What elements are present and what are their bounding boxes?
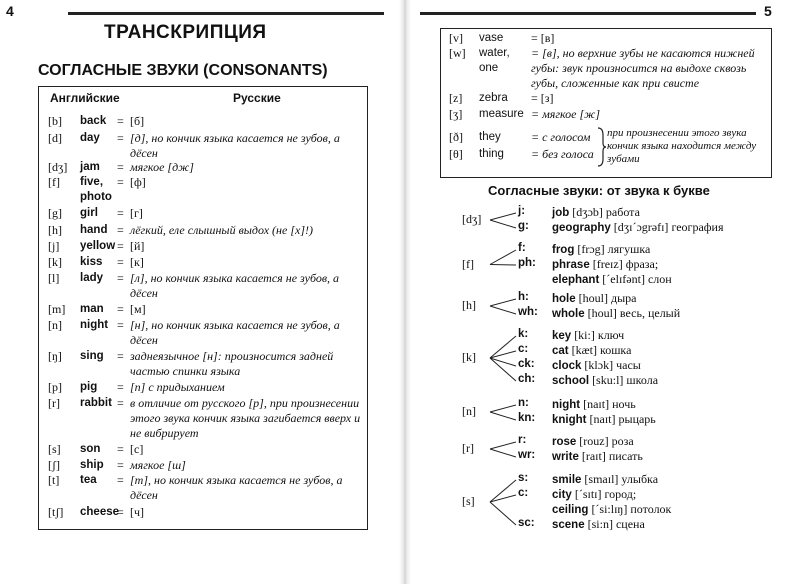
phonetic-symbol: [p]: [48, 380, 62, 394]
example-entry: [552, 242, 650, 257]
example-word: phrase: [552, 259, 590, 271]
letter-combination: kn:: [518, 412, 536, 424]
connector-line: [490, 306, 516, 314]
phonetic-symbol: [ʒ]: [449, 107, 463, 121]
russian-equivalent: [м]: [130, 302, 146, 316]
connector-lines: [490, 328, 518, 388]
description: = [в], но верхние зубы не касаются нижней губы: звук произносится на выдохе сквозь губы, сложенные как при свисте: [531, 46, 755, 90]
equals-sign: =: [117, 318, 124, 332]
russian-equivalent: [л], но кончик языка касается не зубов, а дёсен: [130, 271, 340, 300]
russian-equivalent: мягкое [дж]: [130, 160, 194, 174]
transcription: [houl]: [578, 291, 608, 305]
russian-equivalent: [н], но кончик языка касается не зубов, а дёсен: [130, 318, 340, 347]
example-word: thing: [479, 148, 504, 160]
letter-combination: wr:: [518, 449, 536, 461]
phonetic-symbol: [l]: [48, 271, 60, 285]
connector-lines: [490, 472, 518, 532]
transcription: [dʒɪ´ɔgrəfɪ]: [613, 220, 669, 234]
phonetic-symbol: [θ]: [449, 147, 463, 161]
translation: ночь: [612, 397, 636, 411]
sound-group: [410, 397, 800, 427]
consonants-table-continued: [440, 28, 772, 178]
example-word: city: [552, 489, 572, 501]
sound-group: [410, 328, 800, 388]
phonetic-symbol: [n]: [48, 318, 62, 332]
phonetic-symbol: [tʃ]: [48, 505, 64, 519]
transcription: [freɪz]: [592, 257, 623, 271]
table-row: [441, 91, 771, 106]
phonetic-symbol: [t]: [48, 473, 60, 487]
sound-group: [410, 205, 800, 235]
example-word: key: [552, 330, 572, 342]
transcription: [´si:lɪŋ]: [591, 502, 628, 516]
connector-lines: [490, 291, 518, 321]
table-row: [39, 255, 367, 270]
table-row: [39, 114, 367, 129]
transcription: [naɪt]: [589, 412, 616, 426]
letter-combination: r:: [518, 434, 527, 446]
table-row: [39, 442, 367, 457]
equals-sign: =: [117, 271, 124, 285]
example-entry: [552, 449, 643, 464]
example-word: frog: [552, 244, 575, 256]
description: = с голосом: [531, 130, 591, 144]
russian-equivalent: [г]: [130, 206, 143, 220]
phonetic-symbol: [j]: [48, 239, 60, 253]
translation: фраза;: [625, 257, 659, 271]
translation: писать: [608, 449, 643, 463]
connector-lines: [490, 205, 518, 235]
translation: лягушка: [607, 242, 651, 256]
phonetic-symbol: [h]: [462, 298, 476, 312]
table-row: [441, 31, 771, 46]
table-row: [39, 349, 367, 379]
example-word: school: [552, 375, 590, 387]
table-row: [39, 473, 367, 503]
russian-equivalent: заднеязычное [н]: произносится задней частью спинки языка: [130, 349, 334, 378]
table-row: [39, 396, 367, 441]
equals-sign: =: [117, 302, 124, 316]
russian-equivalent: лёгкий, еле слышный выдох (не [х]!): [130, 223, 313, 237]
connector-line: [490, 213, 516, 220]
column-header-russian: Русские: [233, 91, 281, 105]
table-row: [39, 302, 367, 317]
example-word: yellow: [80, 240, 116, 252]
transcription: [frɔg]: [577, 242, 605, 256]
russian-equivalent: [д], но кончик языка касается не зубов, а дёсен: [130, 131, 340, 160]
letter-combination: sc:: [518, 517, 535, 529]
equals-sign: =: [117, 255, 124, 269]
table-row: [39, 206, 367, 221]
example-word: jam: [80, 161, 100, 173]
example-entry: [552, 502, 671, 517]
equals-sign: =: [117, 349, 124, 363]
example-entry: [552, 205, 640, 220]
phonetic-symbol: [r]: [48, 396, 60, 410]
translation: география: [671, 220, 724, 234]
phonetic-symbol: [k]: [462, 350, 476, 364]
example-word: ship: [80, 459, 104, 471]
example-word: smile: [552, 474, 582, 486]
example-word: night: [80, 319, 109, 331]
equals-sign: =: [117, 458, 124, 472]
page-number: 4: [6, 3, 14, 19]
example-entry: [552, 517, 645, 532]
example-word: water, one: [479, 47, 510, 74]
phonetic-symbol: [s]: [48, 442, 61, 456]
example-entry: [552, 373, 658, 388]
example-entry: [552, 487, 636, 502]
russian-equivalent: [т], но кончик языка касается не зубов, а дёсен: [130, 473, 343, 502]
connector-line: [490, 412, 516, 420]
top-rule: [420, 12, 756, 15]
example-word: zebra: [479, 92, 508, 104]
phonetic-symbol: [f]: [48, 175, 60, 189]
transcription: [´elɪfənt]: [602, 272, 645, 286]
right-page: [410, 0, 800, 584]
translation: слон: [647, 272, 672, 286]
description: = [з]: [531, 91, 554, 105]
letter-combination: j:: [518, 205, 526, 217]
consonants-table: [38, 86, 368, 530]
example-word: knight: [552, 414, 587, 426]
letter-combination: wh:: [518, 306, 538, 318]
table-row: [441, 46, 771, 91]
transcription: [smaɪl]: [584, 472, 619, 486]
transcription: [houl]: [587, 306, 617, 320]
transcription: [si:n]: [587, 517, 613, 531]
example-entry: [552, 358, 641, 373]
example-word: tea: [80, 474, 97, 486]
example-word: job: [552, 207, 570, 219]
example-word: vase: [479, 32, 504, 44]
example-entry: [552, 328, 624, 343]
translation: город;: [604, 487, 637, 501]
sound-group: [410, 472, 800, 532]
letter-combination: c:: [518, 343, 529, 355]
letter-combination: h:: [518, 291, 529, 303]
example-entry: [552, 397, 636, 412]
translation: рыцарь: [618, 412, 656, 426]
example-entry: [552, 306, 680, 321]
phonetic-symbol: [k]: [48, 255, 62, 269]
table-row: [441, 107, 771, 122]
example-word: day: [80, 132, 100, 144]
phonetic-symbol: [z]: [449, 91, 463, 105]
connector-line: [490, 299, 516, 306]
connector-line: [490, 502, 516, 525]
russian-equivalent: [ч]: [130, 505, 145, 519]
letter-combination: s:: [518, 472, 529, 484]
phonetic-symbol: [v]: [449, 31, 463, 45]
equals-sign: =: [117, 505, 124, 519]
example-word: scene: [552, 519, 585, 531]
letter-combination: c:: [518, 487, 529, 499]
russian-equivalent: в отличие от русского [р], при произнесении этого звука кончик языка загибается вверх и не вибрирует: [130, 396, 361, 440]
example-word: rabbit: [80, 397, 112, 409]
example-word: rose: [552, 436, 577, 448]
russian-equivalent: [б]: [130, 114, 145, 128]
translation: весь, целый: [619, 306, 681, 320]
example-word: sing: [80, 350, 104, 362]
translation: работа: [605, 205, 640, 219]
translation: ключ: [597, 328, 625, 342]
equals-sign: =: [117, 131, 124, 145]
translation: улыбка: [621, 472, 659, 486]
letter-combination: ck:: [518, 358, 535, 370]
example-word: man: [80, 303, 104, 315]
translation: кошка: [599, 343, 632, 357]
transcription: [kæt]: [571, 343, 597, 357]
example-word: they: [479, 131, 501, 143]
equals-sign: =: [117, 160, 124, 174]
translation: сцена: [615, 517, 645, 531]
phonetic-symbol: [f]: [462, 256, 474, 271]
phonetic-symbol: [s]: [462, 494, 475, 508]
phonetic-symbol: [d]: [48, 131, 62, 145]
letter-combination: g:: [518, 220, 529, 232]
example-entry: [552, 291, 636, 306]
table-row: [39, 131, 367, 161]
connector-line: [490, 405, 516, 412]
section-title: СОГЛАСНЫЕ ЗВУКИ (CONSONANTS): [38, 62, 328, 79]
table-row: [39, 271, 367, 301]
example-entry: [552, 272, 672, 287]
russian-equivalent: [с]: [130, 442, 144, 456]
brace-note: при произнесении этого звука кончик языка находится между зубами: [607, 127, 757, 165]
table-row: [39, 380, 367, 395]
equals-sign: =: [117, 239, 124, 253]
example-word: pig: [80, 381, 98, 393]
connector-line: [490, 220, 516, 228]
example-word: five, photo: [80, 176, 112, 203]
phonetic-symbol: [h]: [48, 223, 62, 237]
example-word: clock: [552, 360, 582, 372]
russian-equivalent: мягкое [ш]: [130, 458, 186, 472]
example-entry: [552, 220, 724, 235]
left-page: [0, 0, 392, 584]
letter-combination: f:: [518, 242, 526, 254]
russian-equivalent: [ф]: [130, 175, 146, 189]
connector-line: [490, 358, 516, 381]
example-word: measure: [479, 108, 524, 120]
connector-lines: [490, 397, 518, 427]
phonetic-symbol: [w]: [449, 46, 466, 60]
example-word: cheese: [80, 506, 120, 518]
example-word: back: [80, 115, 107, 127]
connector-lines: [490, 434, 518, 464]
letter-combination: ph:: [518, 257, 536, 269]
example-word: ceiling: [552, 504, 589, 516]
equals-sign: =: [117, 396, 124, 410]
russian-equivalent: [й]: [130, 239, 145, 253]
example-word: write: [552, 451, 579, 463]
phonetic-symbol: [ʃ]: [48, 458, 60, 472]
sound-group: [410, 242, 800, 287]
equals-sign: =: [117, 175, 124, 189]
example-word: geography: [552, 222, 611, 234]
description: = без голоса: [531, 147, 594, 161]
translation: роза: [611, 434, 634, 448]
example-word: hole: [552, 293, 576, 305]
example-entry: [552, 257, 658, 272]
equals-sign: =: [117, 473, 124, 487]
section-title: Согласные звуки: от звука к букве: [488, 183, 710, 198]
phonetic-symbol: [ŋ]: [48, 349, 62, 363]
example-entry: [552, 472, 658, 487]
equals-sign: =: [117, 114, 124, 128]
phonetic-symbol: [dʒ]: [462, 212, 482, 226]
transcription: [raɪt]: [581, 449, 606, 463]
example-entry: [552, 343, 631, 358]
table-row: [39, 160, 367, 175]
letter-combination: ch:: [518, 373, 536, 385]
example-word: lady: [80, 272, 104, 284]
phonetic-symbol: [m]: [48, 302, 66, 316]
connector-line: [490, 250, 516, 265]
phonetic-symbol: [n]: [462, 404, 476, 418]
example-word: son: [80, 443, 101, 455]
connector-line: [490, 265, 516, 266]
phonetic-symbol: [b]: [48, 114, 62, 128]
example-word: cat: [552, 345, 569, 357]
transcription: [klɔk]: [584, 358, 614, 372]
translation: дыра: [610, 291, 637, 305]
translation: школа: [626, 373, 659, 387]
phonetic-symbol: [dʒ]: [48, 160, 68, 174]
connector-line: [490, 449, 516, 457]
translation: потолок: [630, 502, 672, 516]
table-row: [39, 175, 367, 205]
example-entry: [552, 434, 634, 449]
letter-combination: n:: [518, 397, 529, 409]
transcription: [rouz]: [579, 434, 609, 448]
transcription: [naɪt]: [583, 397, 610, 411]
phonetic-symbol: [ð]: [449, 130, 463, 144]
equals-sign: =: [117, 223, 124, 237]
example-word: kiss: [80, 256, 103, 268]
russian-equivalent: [п] с придыханием: [130, 380, 225, 394]
page-title: ТРАНСКРИПЦИЯ: [104, 22, 267, 43]
table-row: [39, 223, 367, 238]
example-word: night: [552, 399, 581, 411]
equals-sign: =: [117, 206, 124, 220]
example-word: hand: [80, 224, 108, 236]
transcription: [ki:]: [574, 328, 595, 342]
table-row: [39, 239, 367, 254]
equals-sign: =: [117, 442, 124, 456]
example-entry: [552, 412, 656, 427]
table-row: [39, 505, 367, 520]
connector-line: [490, 442, 516, 449]
brace-icon: [597, 127, 607, 167]
phonetic-symbol: [g]: [48, 206, 62, 220]
example-word: elephant: [552, 274, 600, 286]
transcription: [sku:l]: [592, 373, 624, 387]
russian-equivalent: [к]: [130, 255, 144, 269]
table-row: [39, 458, 367, 473]
example-word: whole: [552, 308, 585, 320]
phonetic-symbol: [r]: [462, 441, 474, 455]
sound-group: [410, 291, 800, 321]
column-header-english: Английские: [50, 91, 120, 105]
table-row: [39, 318, 367, 348]
top-rule: [68, 12, 384, 15]
description: = [в]: [531, 31, 555, 45]
letter-combination: k:: [518, 328, 529, 340]
transcription: [dʒɔb]: [572, 205, 603, 219]
sound-group: [410, 434, 800, 464]
description: = мягкое [ж]: [531, 107, 600, 121]
example-word: girl: [80, 207, 98, 219]
connector-lines: [490, 242, 518, 287]
equals-sign: =: [117, 380, 124, 394]
translation: часы: [616, 358, 641, 372]
transcription: [´sɪtɪ]: [574, 487, 602, 501]
page-number: 5: [764, 3, 772, 19]
